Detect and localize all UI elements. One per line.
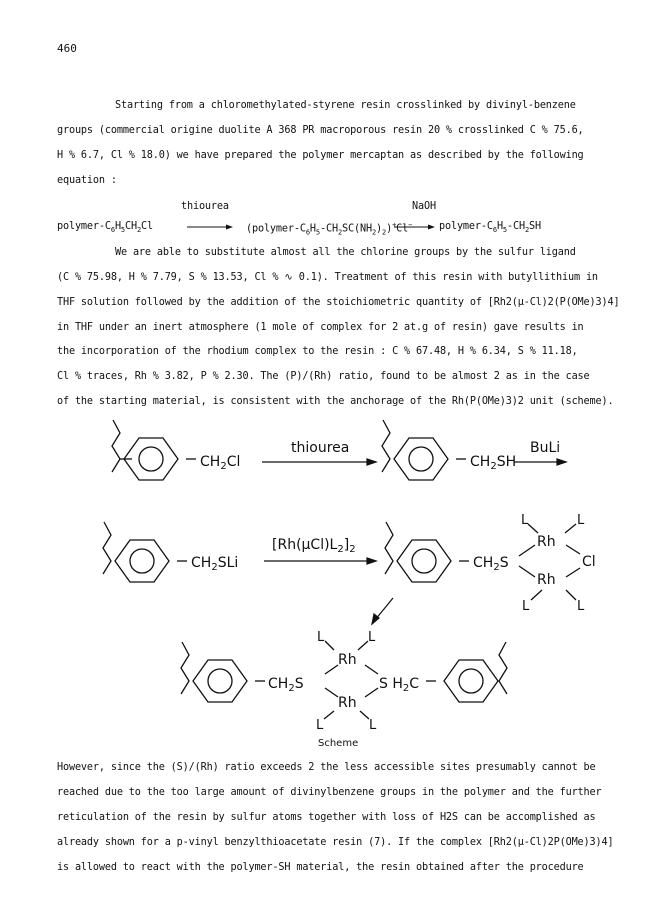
scheme-ch2sli: $CH_2SLi$ [191, 555, 239, 573]
eq-reagent-thiourea: thiourea [181, 201, 229, 212]
para1-line-2: groups (commercial origine duolite A 368 PR macroporous resin 20 % crosslinked C % 75.6, [57, 125, 584, 136]
para2-line-6: Cl % traces, Rh % 3.82, P % 2.30. The (P)/(Rh) ratio, found to be almost 2 as in the case [57, 371, 590, 382]
scheme-row3-rh-top: Rh [338, 652, 357, 668]
scheme-row3-l-1: L [317, 630, 325, 645]
polymer-chain-1 [112, 420, 120, 472]
eq-product: polymer-$C_6H_5-CH_2SH$ [439, 221, 541, 235]
page-number: 460 [57, 42, 77, 55]
scheme-caption: Scheme [318, 738, 359, 749]
para3-line-1: However, since the (S)/(Rh) ratio exceeds 2 the less accessible sites presumably cannot be [57, 762, 596, 773]
scheme-right-sh2c: S $H_2C$ [379, 676, 420, 694]
scheme-row3-l-4: L [369, 718, 377, 733]
para3-line-2: reached due to the too large amount of divinylbenzene groups in the polymer and the further [57, 787, 602, 798]
para2-line-5: the incorporation of the rhodium complex to the resin : C % 67.48, H % 6.34, S % 11.18, [57, 346, 578, 357]
scheme-left-ch2s: $CH_2S$ [268, 676, 304, 694]
scheme-cl: Cl [582, 554, 596, 570]
scheme-reagent-rh: $[Rh(\mu Cl)L_2]_2$ [272, 537, 356, 555]
para2-line-2: (C % 75.98, H % 7.79, S % 13.53, Cl % ∿ 0.1). Treatment of this resin with butyllithium in [57, 272, 598, 283]
para2-line-3: THF solution followed by the addition of the stoichiometric quantity of [Rh2(μ-Cl)2(P(OMe)3)4] [57, 297, 620, 308]
para3-line-3: reticulation of the resin by sulfur atoms together with loss of H2S can be accomplished as [57, 812, 596, 823]
scheme-ch2s: $CH_2S$ [473, 555, 509, 573]
para3-line-5: is allowed to react with the polymer-SH material, the resin obtained after the procedure [57, 862, 584, 873]
scheme-row3-rh-bottom: Rh [338, 695, 357, 711]
scheme-rh-top: Rh [537, 534, 556, 550]
scheme-reagent-thiourea: thiourea [291, 440, 350, 456]
para2-line-1: We are able to substitute almost all the chlorine groups by the sulfur ligand [115, 247, 576, 258]
scheme-rh-bottom: Rh [537, 572, 556, 588]
scheme-l-4: L [577, 599, 585, 614]
scheme-l-2: L [577, 513, 585, 528]
eq-reactant: polymer-$C_6H_5CH_2Cl$ [57, 221, 154, 235]
scheme-l-1: L [521, 513, 529, 528]
eq-reagent-naoh: NaOH [412, 201, 436, 212]
scheme-l-3: L [522, 599, 530, 614]
para2-line-4: in THF under an inert atmosphere (1 mole of complex for 2 at.g of resin) gave results in [57, 322, 584, 333]
para1-line-4: equation : [57, 175, 117, 186]
scheme-ch2cl: $CH_2Cl$ [200, 454, 241, 472]
scheme-ch2sh: $CH_2SH$ [470, 454, 517, 472]
para1-line-3: H % 6.7, Cl % 18.0) we have prepared the polymer mercaptan as described by the following [57, 150, 584, 161]
scheme-row3-l-3: L [316, 718, 324, 733]
para2-line-7: of the starting material, is consistent with the anchorage of the Rh(P(OMe)3)2 unit (scheme). [57, 396, 614, 407]
scheme-row3-l-2: L [368, 630, 376, 645]
para3-line-4: already shown for a p-vinyl benzylthioacetate resin (7). If the complex [Rh2(μ-Cl)2P(OMe)3)4] [57, 837, 614, 848]
eq-intermediate: $(polymer-C_6H_5-CH_2SC(NH_2)_2)^+Cl^-$ [246, 221, 413, 237]
scheme-reagent-buli: BuLi [530, 440, 561, 456]
para1-line-1: Starting from a chloromethylated-styrene resin crosslinked by divinyl-benzene [115, 100, 576, 111]
